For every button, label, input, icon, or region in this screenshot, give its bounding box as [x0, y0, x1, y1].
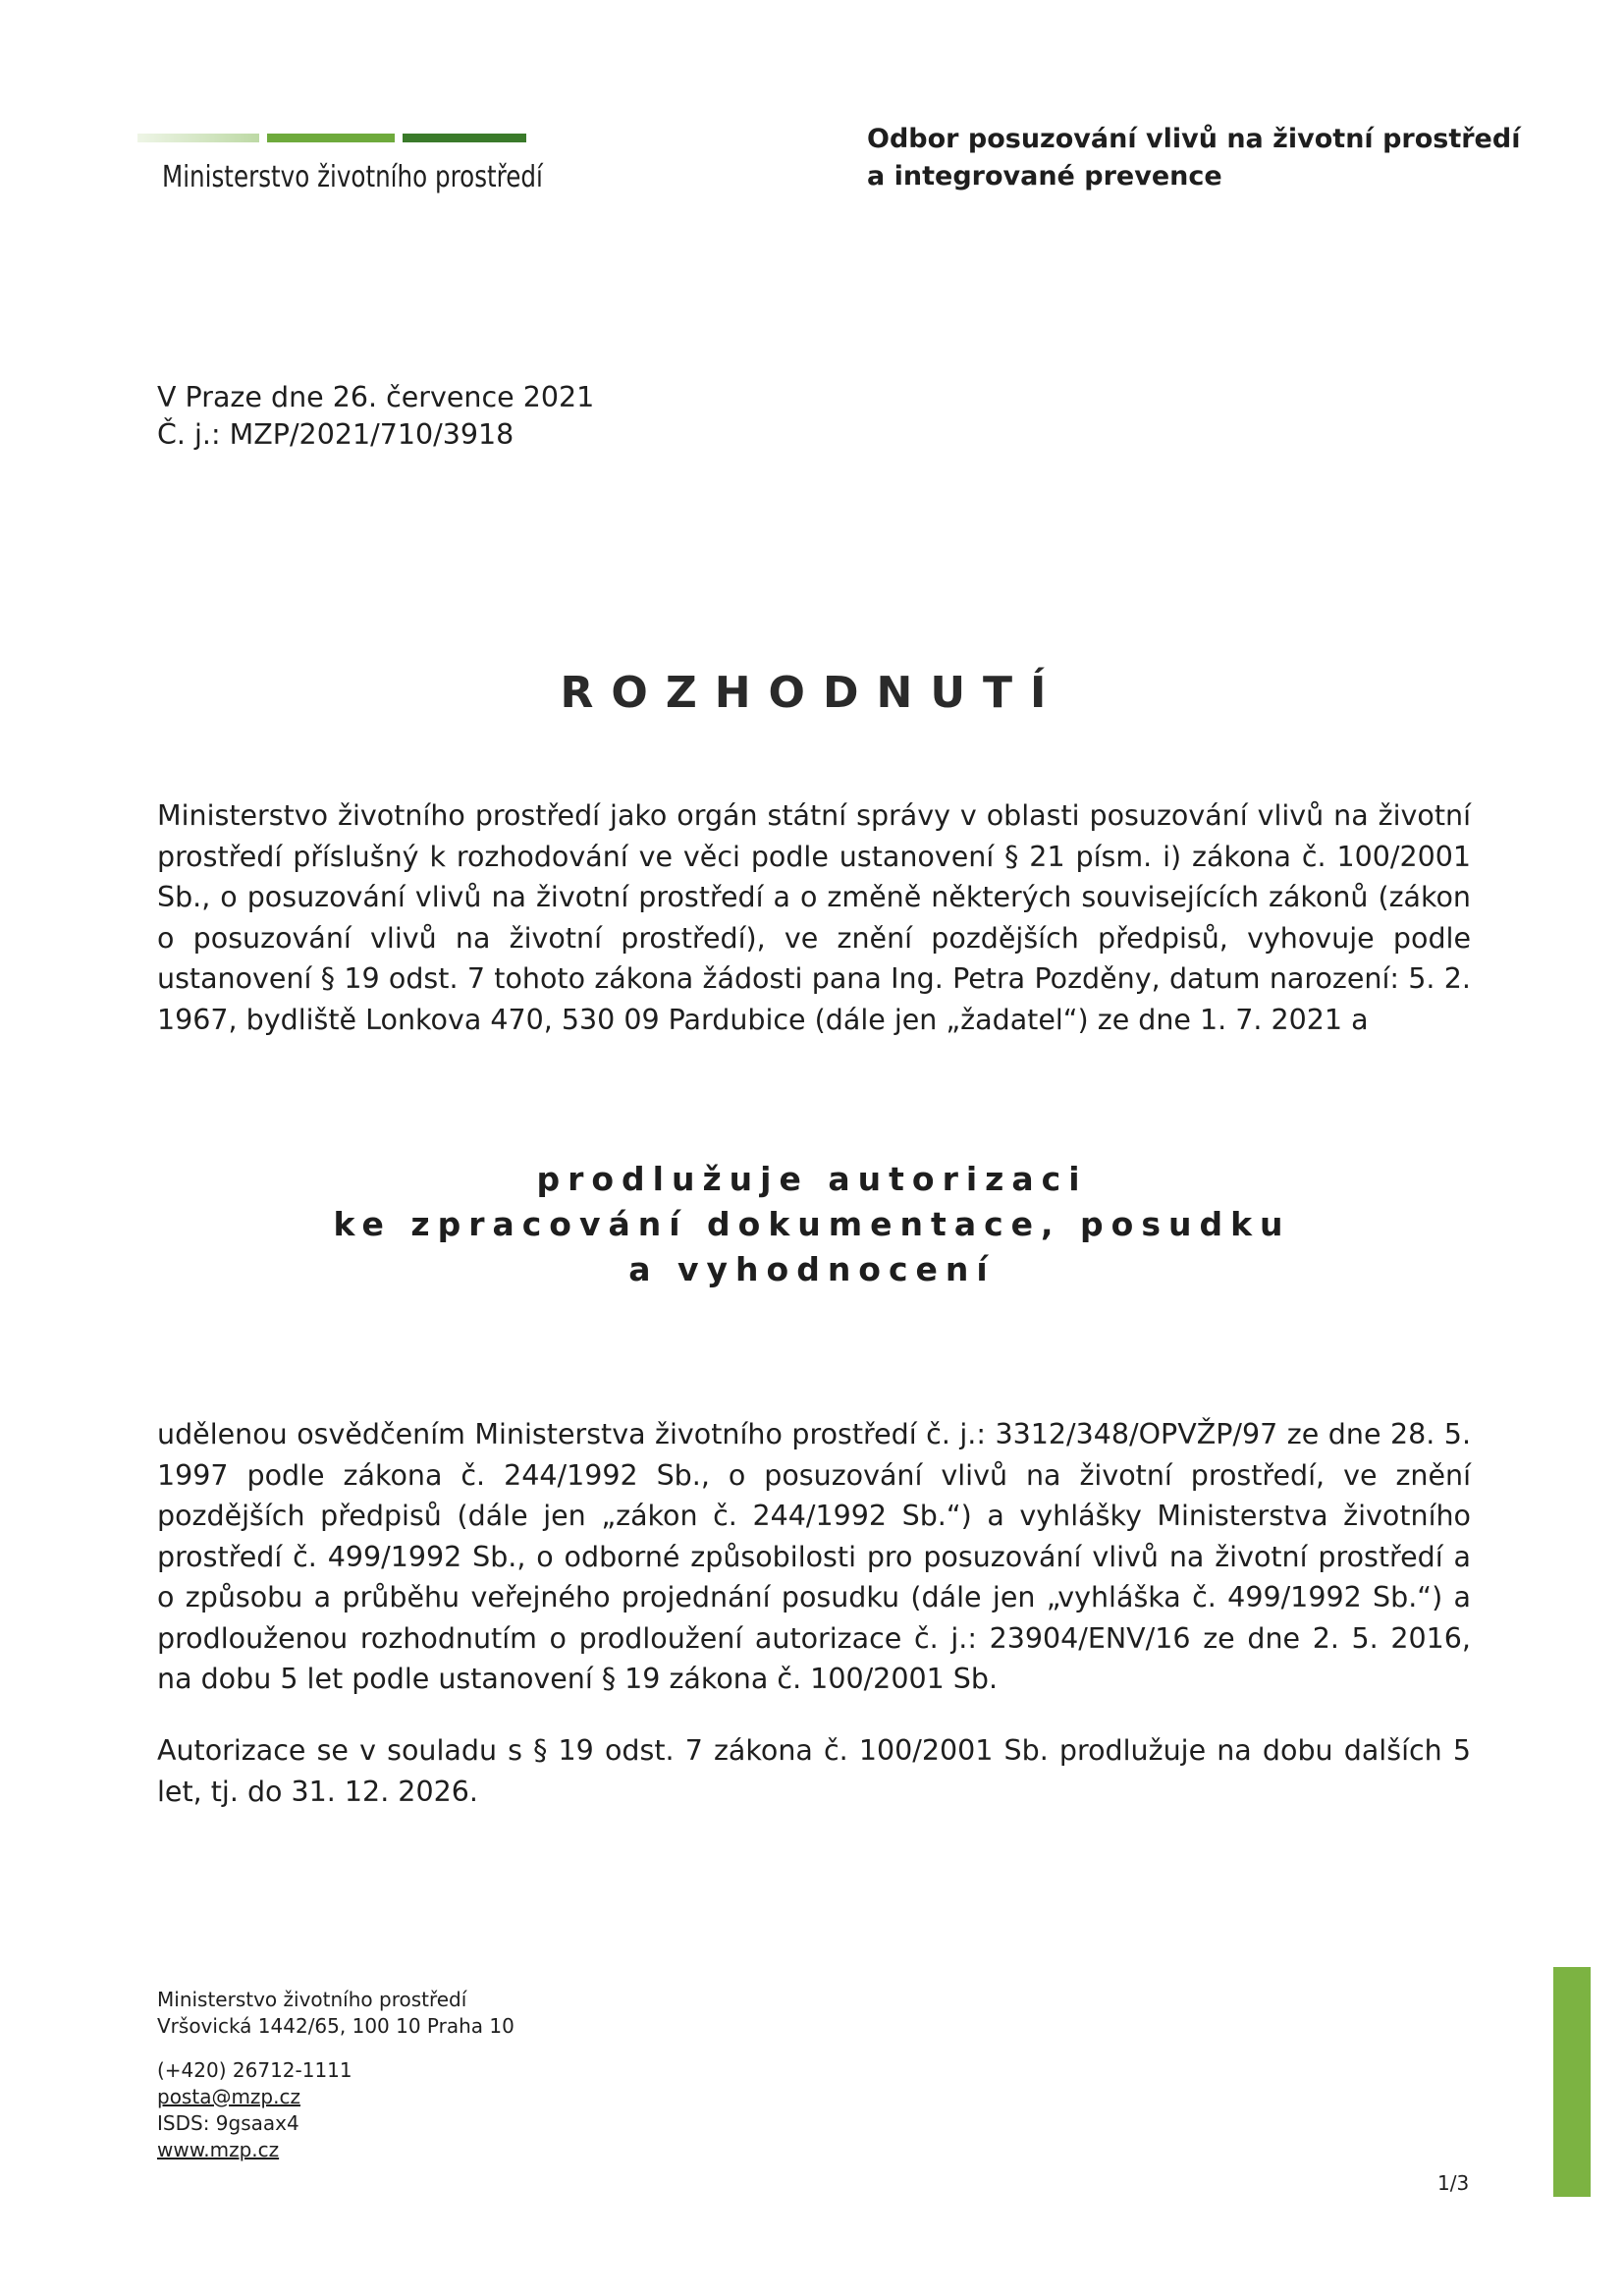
logo-bar-dark — [403, 134, 526, 142]
logo-bar-medium — [267, 134, 395, 142]
ministry-logo-text: Ministerstvo životního prostředí — [162, 160, 543, 194]
decision-line-2: ke zpracování dokumentace, posudku — [333, 1205, 1291, 1243]
authorization-paragraph-text: udělenou osvědčením Ministerstva životního prostředí č. j.: 3312/348/OPVŽP/97 ze dne 28. 5. 1997 podle zákona č. 244/1992 Sb., o posuzování vlivů na životní prostředí, ve znění pozdějších předpisů (dále jen „zákon č. 244/1992 Sb.“) a vyhlášky Ministerstva životního prostředí č. 499/1992 Sb., o odborné způsobilosti pro posuzování vlivů na životní prostředí a o způsobu a průběhu veřejného projednání posudku (dále jen „vyhláška č. 499/1992 Sb.“) a prodlouženou rozhodnutím o prodloužení autorizace č. j.: 23904/ENV/16 ze dne 2. 5. 2016, na dobu 5 let podle ustanovení § 19 zákona č. 100/2001 Sb. — [157, 1418, 1471, 1695]
footer-contacts — [157, 1987, 514, 2163]
authorization-paragraph — [157, 1414, 1471, 1700]
decision-statement — [0, 1157, 1624, 1292]
intro-paragraph-text: Ministerstvo životního prostředí jako orgán státní správy v oblasti posuzování vlivů na životní prostředí příslušný k rozhodování ve věci podle ustanovení § 21 písm. i) zákona č. 100/2001 Sb., o posuzování vlivů na životní prostředí a o změně některých souvisejících zákonů (zákon o posuzování vlivů na životní prostředí), ve znění pozdějších předpisů, vyhovuje podle ustanovení § 19 odst. 7 tohoto zákona žádosti pana Ing. Petra Pozděny, datum narození: 5. 2. 1967, bydliště Lonkova 470, 530 09 Pardubice (dále jen „žadatel“) ze dne 1. 7. 2021 a — [157, 799, 1471, 1036]
intro-paragraph — [157, 795, 1471, 1040]
footer-web-link[interactable]: www.mzp.cz — [157, 2138, 280, 2161]
logo-bar-light — [137, 134, 259, 142]
decision-line-1: prodlužuje autorizaci — [536, 1160, 1088, 1198]
extension-paragraph — [157, 1730, 1471, 1812]
footer-isds: ISDS: 9gsaax4 — [157, 2111, 299, 2135]
document-meta — [157, 379, 594, 454]
department-line-1: Odbor posuzování vlivů na životní prostředí — [867, 124, 1521, 154]
document-title: ROZHODNUTÍ — [560, 668, 1064, 718]
footer-phone: (+420) 26712-1111 — [157, 2058, 352, 2082]
ministry-logo-bars — [137, 134, 526, 145]
department-name — [867, 121, 1520, 195]
green-side-bar — [1553, 1967, 1591, 2197]
extension-paragraph-text: Autorizace se v souladu s § 19 odst. 7 zákona č. 100/2001 Sb. prodlužuje na dobu dalších 5 let, tj. do 31. 12. 2026. — [157, 1734, 1471, 1808]
footer-address: Vršovická 1442/65, 100 10 Praha 10 — [157, 2014, 514, 2038]
reference-number: Č. j.: MZP/2021/710/3918 — [157, 418, 514, 451]
department-line-2: a integrované prevence — [867, 161, 1222, 191]
place-date: V Praze dne 26. července 2021 — [157, 381, 595, 413]
page-number: 1/3 — [1437, 2171, 1470, 2195]
decision-line-3: a vyhodnocení — [628, 1250, 996, 1288]
footer-email-link[interactable]: posta@mzp.cz — [157, 2085, 300, 2108]
footer-org: Ministerstvo životního prostředí — [157, 1988, 467, 2011]
